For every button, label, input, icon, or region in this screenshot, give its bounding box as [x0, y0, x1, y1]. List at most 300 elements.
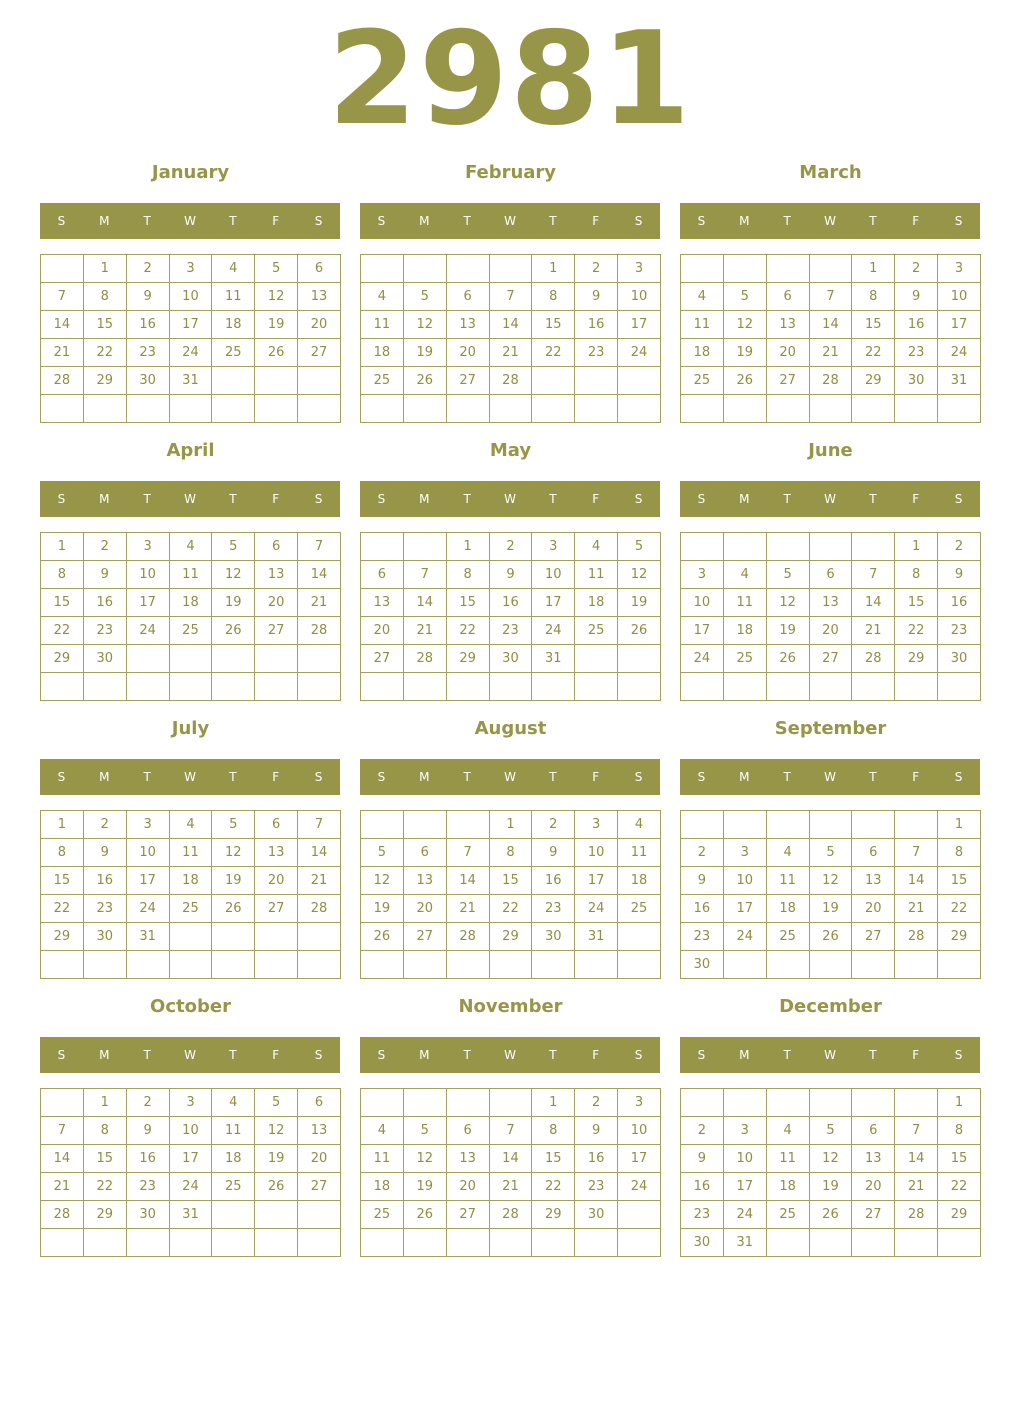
day-cell: 26: [255, 339, 298, 367]
day-cell: 13: [852, 1145, 895, 1173]
day-cell: 25: [723, 645, 766, 673]
weekday-label: T: [783, 1048, 791, 1062]
day-cell: 9: [126, 283, 169, 311]
day-cell: 1: [489, 811, 532, 839]
day-cell: 10: [169, 283, 212, 311]
day-cell: 3: [532, 533, 575, 561]
day-cell: [41, 673, 84, 701]
day-cell: 27: [361, 645, 404, 673]
week-row: [41, 533, 341, 561]
day-cell: 22: [532, 339, 575, 367]
day-cell: [212, 1229, 255, 1257]
day-cell: 16: [575, 311, 618, 339]
day-cell: 12: [809, 1145, 852, 1173]
day-cell: 7: [895, 839, 938, 867]
day-cell: 11: [575, 561, 618, 589]
weekday-label: T: [783, 770, 791, 784]
day-cell: [169, 951, 212, 979]
day-cell: 16: [575, 1145, 618, 1173]
day-cell: 2: [575, 255, 618, 283]
day-cell: 12: [809, 867, 852, 895]
day-grid: [360, 254, 661, 423]
day-cell: 30: [126, 1201, 169, 1229]
day-cell: [723, 533, 766, 561]
day-cell: 22: [938, 895, 981, 923]
day-cell: [126, 645, 169, 673]
day-cell: [681, 811, 724, 839]
day-cell: 13: [446, 1145, 489, 1173]
day-cell: 8: [532, 283, 575, 311]
month-name: February: [464, 162, 557, 183]
day-cell: 6: [403, 839, 446, 867]
day-cell: [575, 951, 618, 979]
day-cell: [575, 673, 618, 701]
weekday-label: T: [143, 492, 151, 506]
day-cell: 15: [938, 1145, 981, 1173]
weekday-label: W: [504, 770, 516, 784]
week-row: [361, 839, 661, 867]
weekday-label: T: [463, 770, 471, 784]
day-cell: 2: [126, 1089, 169, 1117]
day-cell: 13: [298, 1117, 341, 1145]
week-row: [681, 1145, 981, 1173]
weekday-label: S: [954, 1048, 963, 1062]
day-cell: 13: [852, 867, 895, 895]
day-cell: 17: [681, 617, 724, 645]
day-cell: 18: [169, 589, 212, 617]
day-cell: 25: [618, 895, 661, 923]
day-cell: 10: [169, 1117, 212, 1145]
day-grid: [40, 810, 341, 979]
day-cell: 11: [723, 589, 766, 617]
week-row: [681, 617, 981, 645]
weekday-label: T: [463, 492, 471, 506]
week-row: [681, 367, 981, 395]
day-cell: 18: [575, 589, 618, 617]
weekday-label: W: [184, 770, 196, 784]
day-cell: 29: [83, 1201, 126, 1229]
day-cell: 9: [489, 561, 532, 589]
day-cell: 18: [618, 867, 661, 895]
day-cell: 8: [446, 561, 489, 589]
day-cell: 1: [938, 1089, 981, 1117]
day-cell: 23: [83, 617, 126, 645]
weekday-label: S: [634, 770, 643, 784]
day-cell: 22: [83, 1173, 126, 1201]
day-cell: 1: [895, 533, 938, 561]
week-row: [681, 1173, 981, 1201]
day-cell: 8: [532, 1117, 575, 1145]
week-row: [41, 895, 341, 923]
day-cell: [532, 395, 575, 423]
weekday-label: F: [272, 492, 280, 506]
week-row: [681, 1201, 981, 1229]
day-cell: [83, 951, 126, 979]
day-cell: [895, 951, 938, 979]
day-cell: [255, 645, 298, 673]
day-cell: 20: [446, 339, 489, 367]
day-cell: [41, 1089, 84, 1117]
day-grid: [360, 1088, 661, 1257]
week-row: [361, 923, 661, 951]
day-cell: [723, 951, 766, 979]
weekday-label: F: [912, 492, 920, 506]
week-row: [681, 867, 981, 895]
week-row: [681, 533, 981, 561]
day-cell: 26: [766, 645, 809, 673]
weekday-label: M: [419, 492, 430, 506]
week-row: [41, 923, 341, 951]
day-cell: 31: [126, 923, 169, 951]
day-cell: [723, 673, 766, 701]
week-row: [41, 1173, 341, 1201]
day-cell: [852, 673, 895, 701]
weekday-label: T: [869, 1048, 877, 1062]
day-cell: 26: [212, 617, 255, 645]
day-cell: 5: [255, 255, 298, 283]
weekday-label: W: [824, 492, 836, 506]
week-row: [41, 1145, 341, 1173]
weekday-label: T: [229, 770, 237, 784]
day-cell: 5: [255, 1089, 298, 1117]
day-cell: [809, 255, 852, 283]
day-cell: 6: [446, 283, 489, 311]
day-cell: 21: [895, 1173, 938, 1201]
day-cell: 12: [255, 1117, 298, 1145]
week-row: [361, 673, 661, 701]
day-cell: 8: [938, 1117, 981, 1145]
weekday-header: [680, 759, 980, 795]
day-cell: 17: [723, 1173, 766, 1201]
day-cell: 29: [489, 923, 532, 951]
day-grid: [40, 532, 341, 701]
day-cell: 17: [938, 311, 981, 339]
day-cell: 23: [532, 895, 575, 923]
day-cell: [766, 1089, 809, 1117]
day-cell: 17: [126, 589, 169, 617]
day-cell: 15: [938, 867, 981, 895]
weekday-label: S: [57, 1048, 66, 1062]
day-cell: [126, 395, 169, 423]
day-cell: 11: [169, 561, 212, 589]
weekday-label: S: [377, 770, 386, 784]
day-cell: 15: [41, 589, 84, 617]
weekday-label: S: [314, 492, 323, 506]
day-cell: [446, 811, 489, 839]
day-cell: 11: [361, 1145, 404, 1173]
weekday-label: M: [419, 1048, 430, 1062]
day-cell: [809, 951, 852, 979]
day-cell: [298, 951, 341, 979]
weekday-label: F: [912, 770, 920, 784]
day-cell: 5: [212, 811, 255, 839]
day-cell: 7: [403, 561, 446, 589]
day-cell: 20: [766, 339, 809, 367]
day-cell: 18: [212, 311, 255, 339]
weekday-label: M: [739, 1048, 750, 1062]
week-row: [681, 255, 981, 283]
weekday-label: T: [783, 214, 791, 228]
day-cell: 11: [618, 839, 661, 867]
day-cell: 30: [489, 645, 532, 673]
weekday-label: W: [824, 214, 836, 228]
day-cell: 19: [255, 311, 298, 339]
day-cell: 29: [41, 645, 84, 673]
day-cell: 9: [575, 283, 618, 311]
day-cell: 8: [489, 839, 532, 867]
day-cell: [532, 1229, 575, 1257]
day-cell: 7: [895, 1117, 938, 1145]
day-grid: [360, 532, 661, 701]
weekday-label: S: [57, 214, 66, 228]
day-cell: 27: [255, 895, 298, 923]
weekday-label: S: [377, 1048, 386, 1062]
day-cell: 27: [766, 367, 809, 395]
day-cell: 10: [618, 1117, 661, 1145]
day-cell: 14: [298, 561, 341, 589]
day-cell: 21: [41, 1173, 84, 1201]
day-cell: 2: [681, 1117, 724, 1145]
day-cell: 14: [809, 311, 852, 339]
day-cell: 10: [575, 839, 618, 867]
week-row: [681, 895, 981, 923]
day-cell: [809, 1229, 852, 1257]
weekday-label: S: [634, 492, 643, 506]
day-cell: 18: [361, 1173, 404, 1201]
day-cell: 18: [723, 617, 766, 645]
week-row: [361, 895, 661, 923]
day-cell: 9: [83, 839, 126, 867]
day-cell: 7: [41, 283, 84, 311]
day-cell: 15: [41, 867, 84, 895]
day-cell: 1: [41, 811, 84, 839]
day-cell: 27: [298, 339, 341, 367]
day-cell: 19: [255, 1145, 298, 1173]
day-cell: 5: [361, 839, 404, 867]
week-row: [361, 1201, 661, 1229]
week-row: [681, 1117, 981, 1145]
day-cell: 11: [361, 311, 404, 339]
day-cell: 16: [126, 1145, 169, 1173]
week-row: [681, 395, 981, 423]
week-row: [681, 1089, 981, 1117]
day-cell: 1: [41, 533, 84, 561]
day-cell: 25: [766, 923, 809, 951]
weekday-header: [680, 481, 980, 517]
day-cell: [298, 1229, 341, 1257]
day-cell: [766, 533, 809, 561]
day-cell: [723, 255, 766, 283]
week-row: [41, 1229, 341, 1257]
day-cell: [766, 811, 809, 839]
day-cell: [681, 395, 724, 423]
day-cell: [298, 645, 341, 673]
weekday-header: [40, 203, 340, 239]
day-cell: 30: [83, 923, 126, 951]
week-row: [361, 811, 661, 839]
week-row: [361, 395, 661, 423]
day-cell: 5: [809, 839, 852, 867]
day-cell: 18: [169, 867, 212, 895]
day-cell: 27: [255, 617, 298, 645]
day-cell: 17: [575, 867, 618, 895]
day-cell: 24: [618, 339, 661, 367]
day-cell: 8: [83, 1117, 126, 1145]
day-cell: 12: [723, 311, 766, 339]
week-row: [361, 561, 661, 589]
day-cell: 22: [41, 895, 84, 923]
week-row: [361, 255, 661, 283]
day-cell: [895, 1089, 938, 1117]
day-grid: [360, 810, 661, 979]
day-cell: 21: [489, 339, 532, 367]
weekday-label: W: [824, 770, 836, 784]
day-cell: 12: [403, 1145, 446, 1173]
day-cell: 27: [298, 1173, 341, 1201]
day-cell: 14: [852, 589, 895, 617]
weekday-label: M: [739, 492, 750, 506]
day-cell: [723, 811, 766, 839]
weekday-label: W: [184, 1048, 196, 1062]
day-cell: 16: [681, 1173, 724, 1201]
day-cell: 15: [446, 589, 489, 617]
day-cell: 1: [446, 533, 489, 561]
weekday-label: S: [954, 214, 963, 228]
day-cell: 19: [618, 589, 661, 617]
day-cell: 29: [938, 923, 981, 951]
day-cell: 15: [532, 1145, 575, 1173]
weekday-header: [40, 481, 340, 517]
day-cell: [681, 533, 724, 561]
day-cell: 28: [895, 1201, 938, 1229]
day-cell: 2: [83, 533, 126, 561]
day-cell: 15: [895, 589, 938, 617]
day-cell: 30: [681, 1229, 724, 1257]
day-cell: 7: [809, 283, 852, 311]
weekday-label: F: [272, 770, 280, 784]
day-cell: 12: [212, 839, 255, 867]
day-cell: [169, 645, 212, 673]
week-row: [41, 367, 341, 395]
day-cell: [126, 1229, 169, 1257]
day-cell: 5: [618, 533, 661, 561]
week-row: [681, 673, 981, 701]
day-cell: 29: [446, 645, 489, 673]
weekday-label: S: [57, 492, 66, 506]
weekday-header: [360, 1037, 660, 1073]
day-cell: 4: [681, 283, 724, 311]
day-cell: 15: [83, 1145, 126, 1173]
day-cell: [681, 673, 724, 701]
day-cell: [255, 923, 298, 951]
week-row: [361, 339, 661, 367]
day-cell: 5: [766, 561, 809, 589]
month-name: April: [166, 440, 215, 461]
weekday-label: W: [504, 492, 516, 506]
weekday-label: M: [99, 492, 110, 506]
day-cell: [41, 255, 84, 283]
day-cell: 9: [532, 839, 575, 867]
day-cell: 2: [126, 255, 169, 283]
day-cell: 15: [532, 311, 575, 339]
day-cell: 26: [212, 895, 255, 923]
weekday-label: T: [143, 770, 151, 784]
day-cell: 4: [212, 255, 255, 283]
day-cell: 23: [83, 895, 126, 923]
day-cell: 25: [212, 339, 255, 367]
day-cell: 29: [938, 1201, 981, 1229]
day-cell: [575, 645, 618, 673]
day-cell: 30: [681, 951, 724, 979]
day-cell: 20: [255, 867, 298, 895]
week-row: [361, 311, 661, 339]
week-row: [361, 367, 661, 395]
day-cell: 27: [403, 923, 446, 951]
day-cell: [446, 255, 489, 283]
day-cell: 26: [361, 923, 404, 951]
day-cell: 1: [532, 1089, 575, 1117]
weekday-header: [360, 203, 660, 239]
day-cell: 27: [446, 1201, 489, 1229]
day-cell: 11: [169, 839, 212, 867]
day-cell: [361, 811, 404, 839]
week-row: [361, 1145, 661, 1173]
day-cell: 6: [255, 533, 298, 561]
day-cell: 12: [618, 561, 661, 589]
month-name: January: [151, 162, 230, 183]
day-cell: 30: [83, 645, 126, 673]
week-row: [41, 1089, 341, 1117]
day-cell: [852, 951, 895, 979]
day-cell: 24: [169, 1173, 212, 1201]
day-cell: 21: [895, 895, 938, 923]
weekday-label: T: [229, 1048, 237, 1062]
day-cell: 6: [361, 561, 404, 589]
day-cell: [446, 951, 489, 979]
day-cell: 5: [403, 1117, 446, 1145]
weekday-label: T: [463, 1048, 471, 1062]
day-cell: 26: [403, 367, 446, 395]
day-cell: 21: [403, 617, 446, 645]
month-name: June: [808, 440, 853, 461]
day-cell: 25: [575, 617, 618, 645]
day-cell: [403, 533, 446, 561]
day-cell: 14: [895, 1145, 938, 1173]
day-cell: [361, 951, 404, 979]
month-name: December: [779, 996, 882, 1017]
day-cell: 6: [852, 839, 895, 867]
month-name: May: [489, 440, 532, 461]
day-cell: [169, 923, 212, 951]
day-cell: 10: [723, 1145, 766, 1173]
day-cell: 6: [809, 561, 852, 589]
weekday-label: T: [229, 214, 237, 228]
weekday-label: S: [377, 492, 386, 506]
week-row: [681, 283, 981, 311]
day-cell: [618, 673, 661, 701]
week-row: [41, 255, 341, 283]
weekday-label: W: [184, 492, 196, 506]
day-cell: 23: [895, 339, 938, 367]
day-cell: 2: [575, 1089, 618, 1117]
day-cell: 25: [766, 1201, 809, 1229]
day-cell: 19: [809, 895, 852, 923]
day-cell: 21: [298, 589, 341, 617]
day-cell: 19: [403, 1173, 446, 1201]
day-cell: 19: [361, 895, 404, 923]
day-cell: [532, 951, 575, 979]
day-cell: 26: [403, 1201, 446, 1229]
